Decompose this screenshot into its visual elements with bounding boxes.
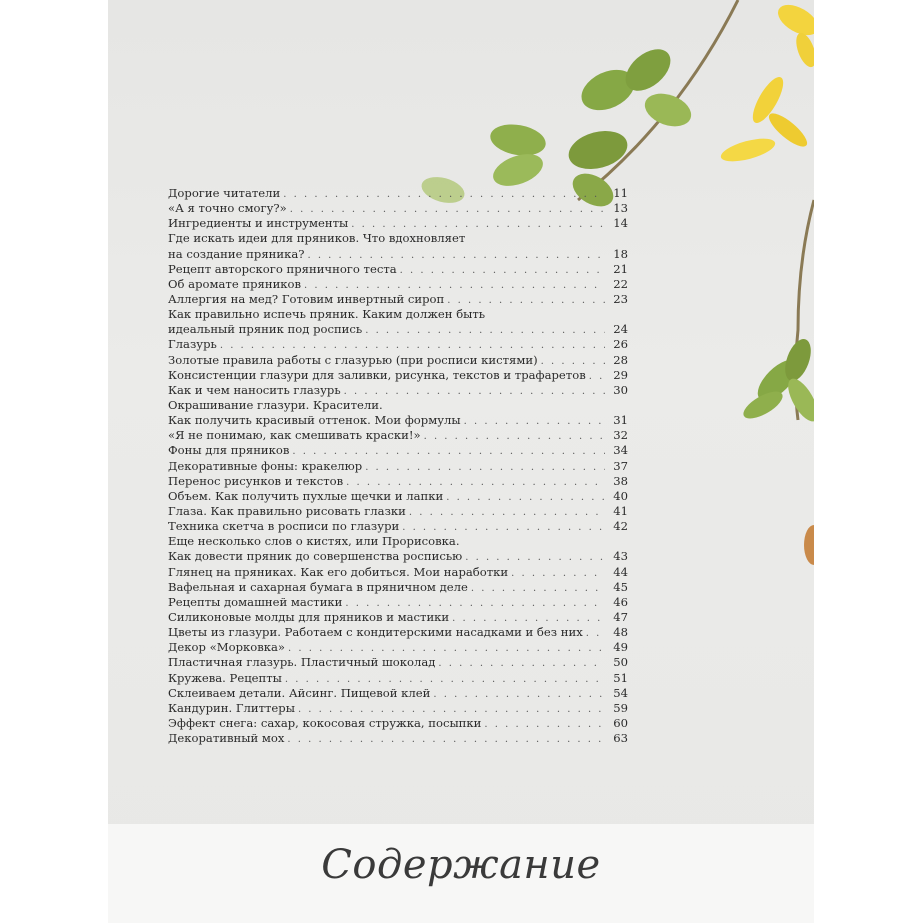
toc-leader-dots <box>344 384 605 399</box>
book-page <box>108 0 814 923</box>
toc-entry-title: Силиконовые молды для пряников и мастики <box>168 609 450 624</box>
toc-entry-page: 49 <box>613 640 628 655</box>
toc-entry-page: 30 <box>613 382 628 397</box>
leaf <box>640 88 695 133</box>
toc-leader-dots <box>285 672 605 687</box>
toc-entry-page: 51 <box>613 670 628 685</box>
toc-entry <box>168 731 628 746</box>
toc-entry <box>168 443 628 458</box>
toc-entry-page: 47 <box>613 609 628 624</box>
toc-entry <box>168 413 628 428</box>
toc-entry-title: «А я точно смогу?» <box>168 201 287 216</box>
toc-entry-page: 59 <box>613 700 628 715</box>
toc-entry-title: Аллергия на мед? Готовим инвертный сироп <box>168 291 445 306</box>
toc-entry <box>168 580 628 595</box>
toc-entry-title: Рецепты домашней мастики <box>168 594 343 609</box>
toc-leader-dots <box>424 429 605 444</box>
toc-entry <box>168 565 628 580</box>
toc-entry-page: 31 <box>613 413 628 428</box>
toc-entry <box>168 322 628 337</box>
toc-entry <box>168 625 628 640</box>
toc-entry <box>168 307 628 322</box>
toc-entry <box>168 231 628 246</box>
toc-entry <box>168 716 628 731</box>
toc-entry-page: 44 <box>613 564 628 579</box>
toc-leader-dots <box>290 202 605 217</box>
toc-entry <box>168 337 628 352</box>
toc-entry-title: Цветы из глазури. Работаем с кондитерскими насадками и без них <box>168 625 583 640</box>
toc-entry-title: Консистенции глазури для заливки, рисунка, текстов и трафаретов <box>168 367 586 382</box>
toc-entry-title: идеальный пряник под роспись <box>168 322 363 337</box>
toc-entry-page: 14 <box>613 216 628 231</box>
toc-entry <box>168 534 628 549</box>
toc-entry <box>168 459 628 474</box>
toc-leader-dots <box>447 293 605 308</box>
toc-leader-dots <box>409 505 605 520</box>
toc-leader-dots <box>307 248 605 263</box>
toc-entry-title: Дорогие читатели <box>168 186 281 200</box>
toc-entry <box>168 247 628 262</box>
toc-entry-title: Рецепт авторского пряничного теста <box>168 261 397 276</box>
toc-entry-page: 45 <box>613 579 628 594</box>
toc-leader-dots <box>345 596 605 611</box>
toc-entry-title: Как довести пряник до совершенства росписью <box>168 549 463 564</box>
toc-entry-page: 29 <box>613 367 628 382</box>
toc-entry-page: 42 <box>613 519 628 534</box>
toc-leader-dots <box>292 444 605 459</box>
toc-entry-page: 37 <box>613 458 628 473</box>
toc-entry <box>168 610 628 625</box>
toc-entry-page: 24 <box>613 322 628 337</box>
toc-leader-dots <box>365 323 605 338</box>
toc-entry-title: Об аромате пряников <box>168 276 302 291</box>
toc-leader-dots <box>220 338 605 353</box>
toc-leader-dots <box>283 187 605 202</box>
toc-entry-title: Глазурь <box>168 337 217 352</box>
toc-entry-title: Как правильно испечь пряник. Каким должен быть <box>168 307 486 322</box>
toc-entry-title: «Я не понимаю, как смешивать краски!» <box>168 428 421 443</box>
toc-entry <box>168 277 628 292</box>
toc-entry-title: Вафельная и сахарная бумага в пряничном деле <box>168 579 468 594</box>
toc-entry-page: 28 <box>613 352 628 367</box>
toc-entry <box>168 489 628 504</box>
toc-entry <box>168 671 628 686</box>
toc-entry <box>168 292 628 307</box>
toc-leader-dots <box>402 520 605 535</box>
toc-leader-dots <box>433 687 605 702</box>
toc-entry-title: Как получить красивый оттенок. Мои формулы <box>168 413 461 428</box>
toc-entry-page: 50 <box>613 655 628 670</box>
toc-entry <box>168 201 628 216</box>
toc-entry-title: на создание пряника? <box>168 246 305 261</box>
section-title: Содержание <box>321 842 601 888</box>
toc-entry-title: Декоративные фоны: кракелюр <box>168 458 363 473</box>
toc-leader-dots <box>438 656 605 671</box>
toc-entry <box>168 383 628 398</box>
toc-leader-dots <box>465 550 605 565</box>
toc-entry-page: 40 <box>613 488 628 503</box>
toc-entry <box>168 701 628 716</box>
toc-entry-page: 18 <box>613 246 628 261</box>
toc-entry-title: Объем. Как получить пухлые щечки и лапки <box>168 488 444 503</box>
toc-entry-page: 60 <box>613 715 628 730</box>
toc-leader-dots <box>288 641 605 656</box>
toc-entry-page: 34 <box>613 443 628 458</box>
toc-leader-dots <box>287 732 605 747</box>
toc-entry-title: Глаза. Как правильно рисовать глазки <box>168 503 406 518</box>
toc-entry-title: Окрашивание глазури. Красители. <box>168 397 383 412</box>
toc-leader-dots <box>365 460 605 475</box>
toc-entry-title: Эффект снега: сахар, кокосовая стружка, посыпки <box>168 715 482 730</box>
toc-entry-page: 11 <box>613 186 628 200</box>
toc-leader-dots <box>511 566 605 581</box>
toc-entry-title: Фоны для пряников <box>168 443 290 458</box>
toc-entry <box>168 398 628 413</box>
leaf <box>488 120 548 159</box>
toc-entry-page: 46 <box>613 594 628 609</box>
toc-entry <box>168 595 628 610</box>
toc-leader-dots <box>298 702 605 717</box>
toc-entry <box>168 519 628 534</box>
toc-entry-title: Кандурин. Глиттеры <box>168 700 295 715</box>
toc-entry-page: 26 <box>613 337 628 352</box>
toc-entry-page: 21 <box>613 261 628 276</box>
toc-entry <box>168 368 628 383</box>
toc-entry-title: Золотые правила работы с глазурью (при росписи кистями) <box>168 352 538 367</box>
toc-leader-dots <box>446 490 605 505</box>
toc-leader-dots <box>541 354 605 369</box>
toc-leader-dots <box>351 217 605 232</box>
toc-entry-page: 41 <box>613 503 628 518</box>
toc-entry <box>168 549 628 564</box>
toc-leader-dots <box>471 581 605 596</box>
toc-entry-title: Ингредиенты и инструменты <box>168 216 349 231</box>
toc-leader-dots <box>589 369 605 384</box>
toc-entry <box>168 186 628 201</box>
toc-entry-page: 32 <box>613 428 628 443</box>
toc-entry <box>168 640 628 655</box>
toc-entry-title: Перенос рисунков и текстов <box>168 473 344 488</box>
toc-entry-page: 13 <box>613 201 628 216</box>
flower-petal <box>773 0 814 41</box>
toc-leader-dots <box>346 475 605 490</box>
toc-entry-title: Склеиваем детали. Айсинг. Пищевой клей <box>168 685 431 700</box>
flower-petal <box>792 30 814 69</box>
toc-entry-page: 54 <box>613 685 628 700</box>
toc-entry <box>168 428 628 443</box>
table-of-contents <box>168 186 628 746</box>
toc-entry-title: Декоративный мох <box>168 731 285 746</box>
toc-entry-page: 43 <box>613 549 628 564</box>
toc-entry <box>168 474 628 489</box>
toc-entry-title: Еще несколько слов о кистях, или Прорисовка. <box>168 534 460 549</box>
toc-entry-title: Глянец на пряниках. Как его добиться. Мои наработки <box>168 564 509 579</box>
toc-leader-dots <box>586 626 605 641</box>
toc-entry-title: Где искать идеи для пряников. Что вдохновляет <box>168 231 466 246</box>
leaf <box>564 125 631 175</box>
toc-entry <box>168 686 628 701</box>
toc-entry <box>168 504 628 519</box>
toc-entry <box>168 353 628 368</box>
toc-entry-page: 48 <box>613 625 628 640</box>
toc-entry-page: 23 <box>613 291 628 306</box>
toc-entry <box>168 262 628 277</box>
gingerbread-edge <box>804 525 814 565</box>
toc-entry-title: Пластичная глазурь. Пластичный шоколад <box>168 655 436 670</box>
toc-entry-page: 63 <box>613 731 628 746</box>
toc-entry <box>168 216 628 231</box>
toc-entry-title: Декор «Морковка» <box>168 640 285 655</box>
toc-entry-title: Техника скетча в росписи по глазури <box>168 519 400 534</box>
toc-leader-dots <box>464 414 605 429</box>
toc-entry-title: Кружева. Рецепты <box>168 670 282 685</box>
toc-leader-dots <box>304 278 605 293</box>
toc-entry-page: 38 <box>613 473 628 488</box>
toc-entry-title: Как и чем наносить глазурь <box>168 382 341 397</box>
toc-leader-dots <box>484 717 605 732</box>
toc-entry-page: 22 <box>613 276 628 291</box>
toc-leader-dots <box>400 263 605 278</box>
toc-entry <box>168 655 628 670</box>
flower-petal <box>719 134 778 166</box>
toc-leader-dots <box>452 611 605 626</box>
